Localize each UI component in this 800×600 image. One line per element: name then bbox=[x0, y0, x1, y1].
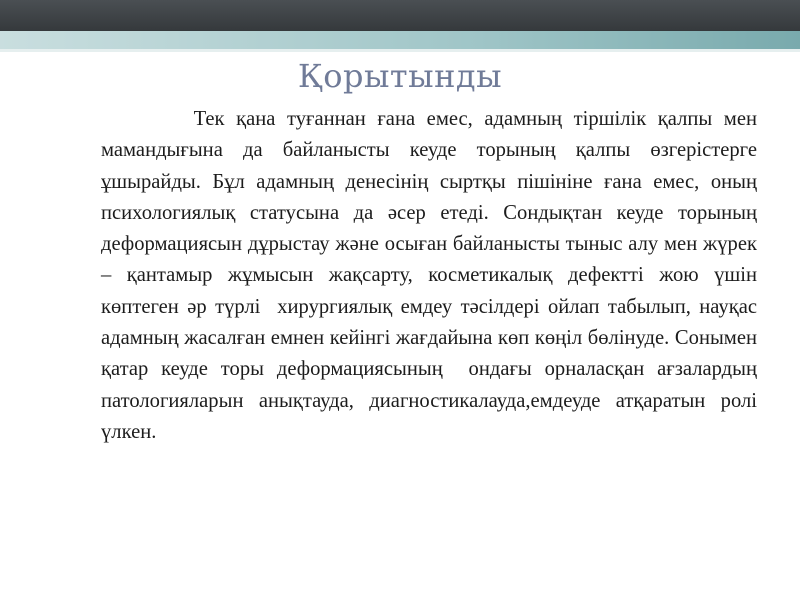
header-decoration bbox=[0, 0, 800, 52]
header-dark-band bbox=[0, 0, 800, 31]
slide-title: Қорытынды bbox=[297, 57, 503, 95]
slide-paragraph: Тек қана туғаннан ғана емес, адамның тіршілік қалпы мен мамандығына да байланысты кеуде торының қалпы өзгерістерге ұшырайды. Бұл адамның денесінің сыртқы пішініне ғана емес, оның психологиялық статусына да әсер етеді. Сондықтан кеуде торының деформациясын дұрыстау және осыған байланысты тыныс алу мен жүрек – қантамыр жұмысын жақсарту, косметикалық дефектті жою үшін көптеген әр түрлі хирургиялық емдеу тәсілдері ойлап табылып, науқас адамның жасалған емнен кейінгі жағдайына көп көңіл бөлінуде. Сонымен қатар кеуде торы деформациясының ондағы орналасқан ағзалардың патологияларын анықтауда, диагностикалауда,емдеуде атқаратын ролі үлкен. bbox=[101, 108, 763, 443]
header-teal-band bbox=[0, 31, 800, 49]
